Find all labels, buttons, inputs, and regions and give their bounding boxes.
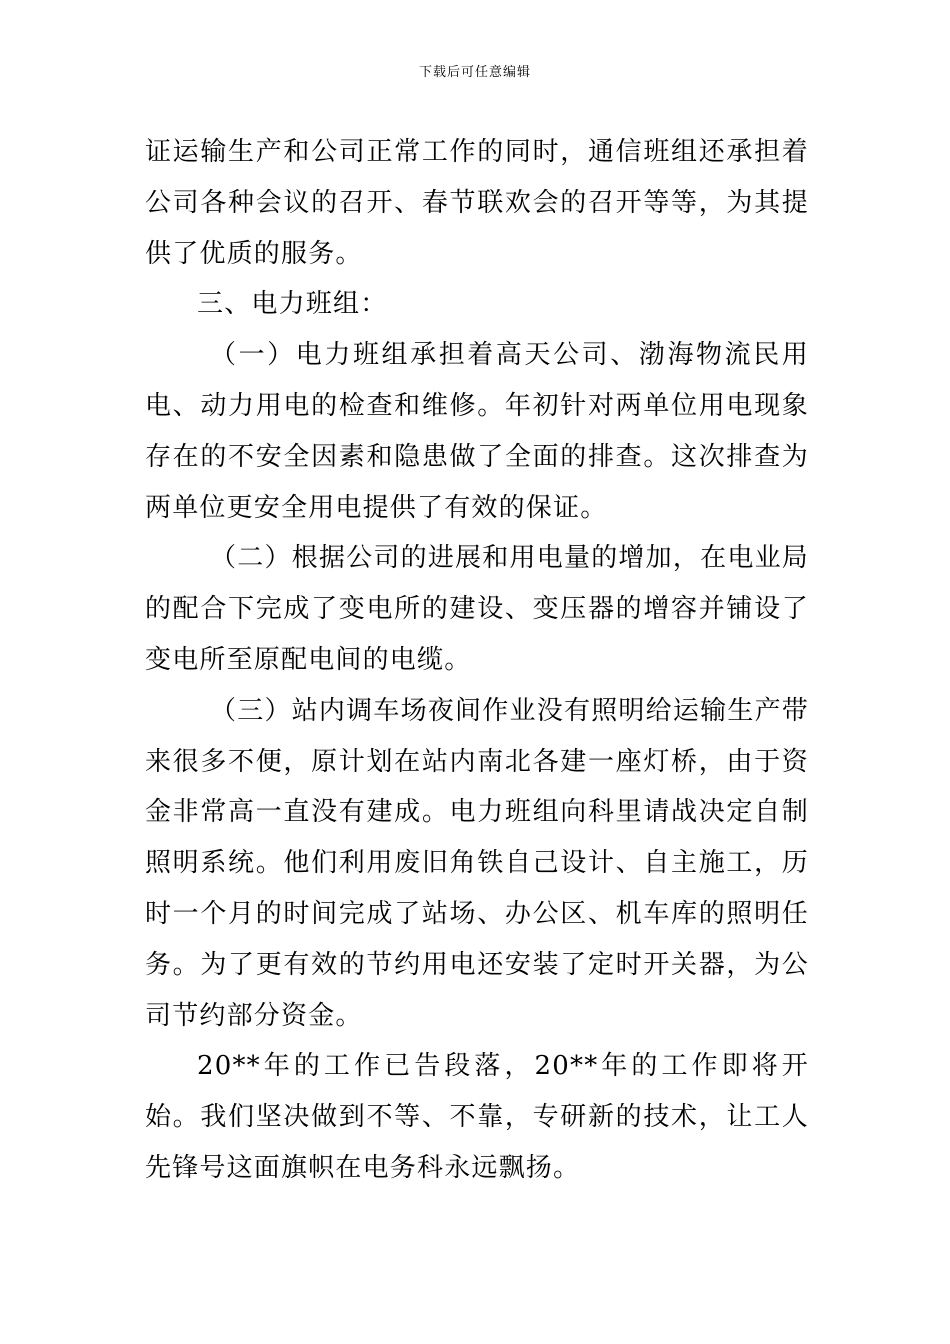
paragraph-5: （三）站内调车场夜间作业没有照明给运输生产带来很多不便，原计划在站内南北各建一座灯桥，由于资金非常高一直没有建成。电力班组向科里请战决定自制照明系统。他们利用废旧角铁自己设计、自主施工，历时一个月的时间完成了站场、办公区、机车库的照明任务。为了更有效的节约用电还安装了定时开关器，为公司节约部分资金。 (145, 695, 809, 1031)
paragraph-6: 20**年的工作已告段落，20**年的工作即将开始。我们坚决做到不等、不靠，专研新的技术，让工人先锋号这面旗帜在电务科永远飘扬。 (145, 1051, 809, 1183)
paragraph-3: （一）电力班组承担着高天公司、渤海物流民用电、动力用电的检查和维修。年初针对两单位用电现象存在的不安全因素和隐患做了全面的排查。这次排查为两单位更安全用电提供了有效的保证。 (145, 340, 809, 523)
document-body (145, 127, 809, 1194)
paragraph-4: （二）根据公司的进展和用电量的增加，在电业局的配合下完成了变电所的建设、变压器的增容并铺设了变电所至原配电间的电缆。 (145, 543, 809, 675)
paragraph-2-heading: 三、电力班组： (197, 289, 388, 320)
paragraph-1: 证运输生产和公司正常工作的同时，通信班组还承担着公司各种会议的召开、春节联欢会的召开等等，为其提供了优质的服务。 (145, 137, 809, 269)
page-header: 下载后可任意编辑 (418, 65, 531, 80)
